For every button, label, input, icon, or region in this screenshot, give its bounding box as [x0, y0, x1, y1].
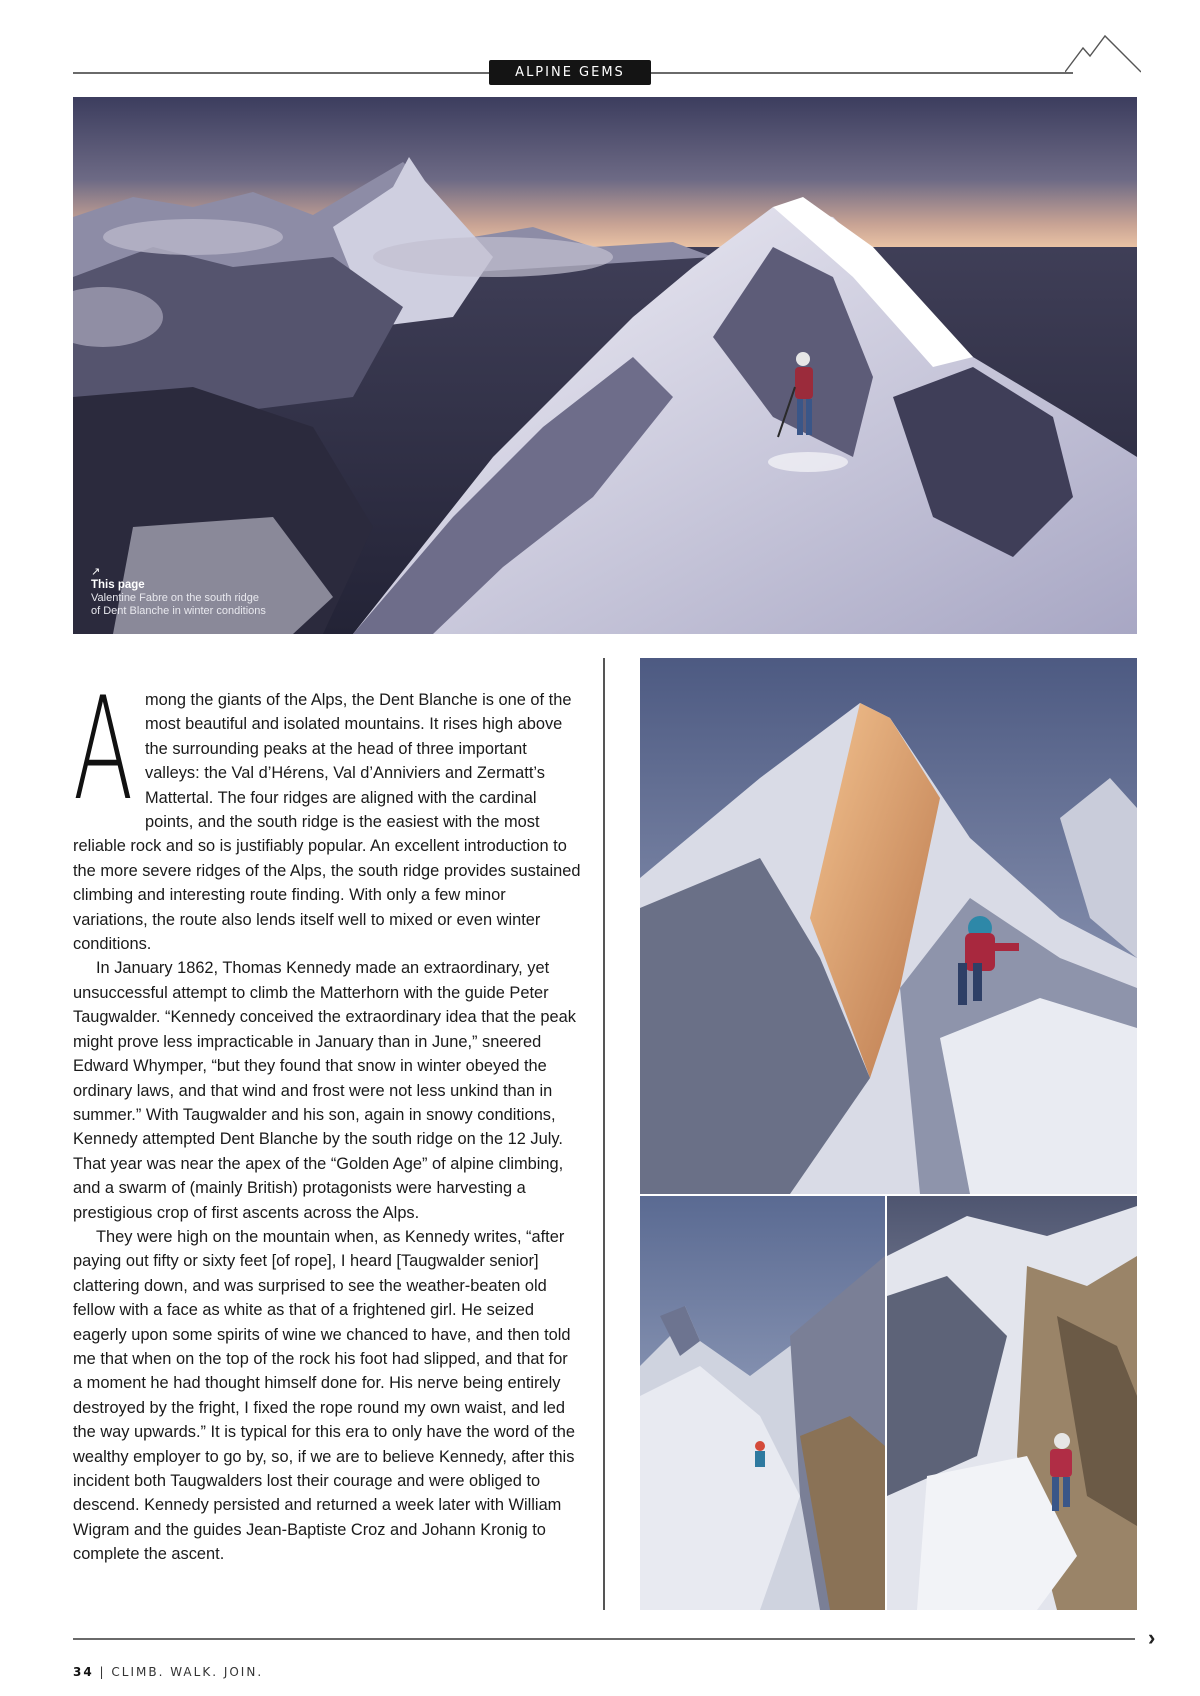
- magazine-tagline: CLIMB. WALK. JOIN.: [111, 1665, 264, 1679]
- rock-scramble-photo: [887, 1196, 1137, 1610]
- caption-line: of Dent Blanche in winter conditions: [91, 605, 266, 617]
- folio: [73, 1665, 263, 1679]
- chevron-right-icon[interactable]: ›: [1148, 1625, 1156, 1650]
- ridge-approach-photo: [640, 1196, 885, 1610]
- hero-caption: [91, 566, 266, 618]
- caption-title: This page: [91, 579, 145, 591]
- mountain-outline-icon: [1065, 34, 1141, 74]
- drop-cap: A: [73, 667, 134, 832]
- peak-climb-photo: [640, 658, 1137, 1194]
- page-number: 34: [73, 1665, 94, 1679]
- column-divider: [603, 658, 605, 1610]
- footer-rule: [73, 1638, 1135, 1640]
- article-body: [73, 667, 581, 1567]
- folio-separator: |: [99, 1665, 106, 1679]
- paragraph: In January 1862, Thomas Kennedy made an extraordinary, yet unsuccessful attempt to climb the Matterhorn with the guide Peter Taugwalder. “Kennedy conceived the extraordinary idea that the peak might prove less impracticable in January than in June,” sneered Edward Whymper, “but they found that snow in winter obeyed the ordinary laws, and that wind and frost were not less unkind than in summer.” With Taugwalder and his son, again in snowy conditions, Kennedy attempted Dent Blanche by the south ridge on the 12 July. That year was near the apex of the “Golden Age” of alpine climbing, and a swarm of (mainly British) protagonists were harvesting a prestigious crop of first ascents across the Alps.: [73, 959, 576, 1222]
- hero-photo: [73, 97, 1137, 634]
- paragraph: mong the giants of the Alps, the Dent Blanche is one of the most beautiful and isolated mountains. It rises high above the surrounding peaks at the head of three important valleys: the Val d’Hérens, Val d’Anniviers and Zermatt’s Mattertal. The four ridges are aligned with the cardinal points, and the south ridge is the easiest with the most reliable rock and so is justifiably popular. An excellent introduction to the more severe ridges of the Alps, the south ridge provides sustained climbing and interesting route finding. With only a few minor variations, the route also lends itself well to mixed or even winter conditions.: [73, 691, 581, 954]
- arrow-up-right-icon: ↗: [91, 566, 101, 578]
- paragraph: They were high on the mountain when, as Kennedy writes, “after paying out fifty or sixty feet [of rope], I heard [Taugwalder senior] clattering down, and was surprised to see the weather-beaten old fellow with a face as white as that of a frightened girl. He seized eagerly upon some spirits of wine we chanced to have, and then told me that when on the top of the rock his foot had slipped, and that for a moment he had thought himself done for. His nerve being entirely destroyed by the fright, I fixed the rope round my own waist, and led the way upwards.” It is typical for this era to only have the word of the wealthy employer to go by, so, if we are to believe Kennedy, after this incident both Taugwalders lost their courage and were obliged to descend. Kennedy persisted and returned a week later with William Wigram and the guides Jean-Baptiste Croz and Johann Kronig to complete the ascent.: [73, 1227, 575, 1564]
- section-tag: ALPINE GEMS: [489, 60, 651, 85]
- caption-line: Valentine Fabre on the south ridge: [91, 592, 259, 604]
